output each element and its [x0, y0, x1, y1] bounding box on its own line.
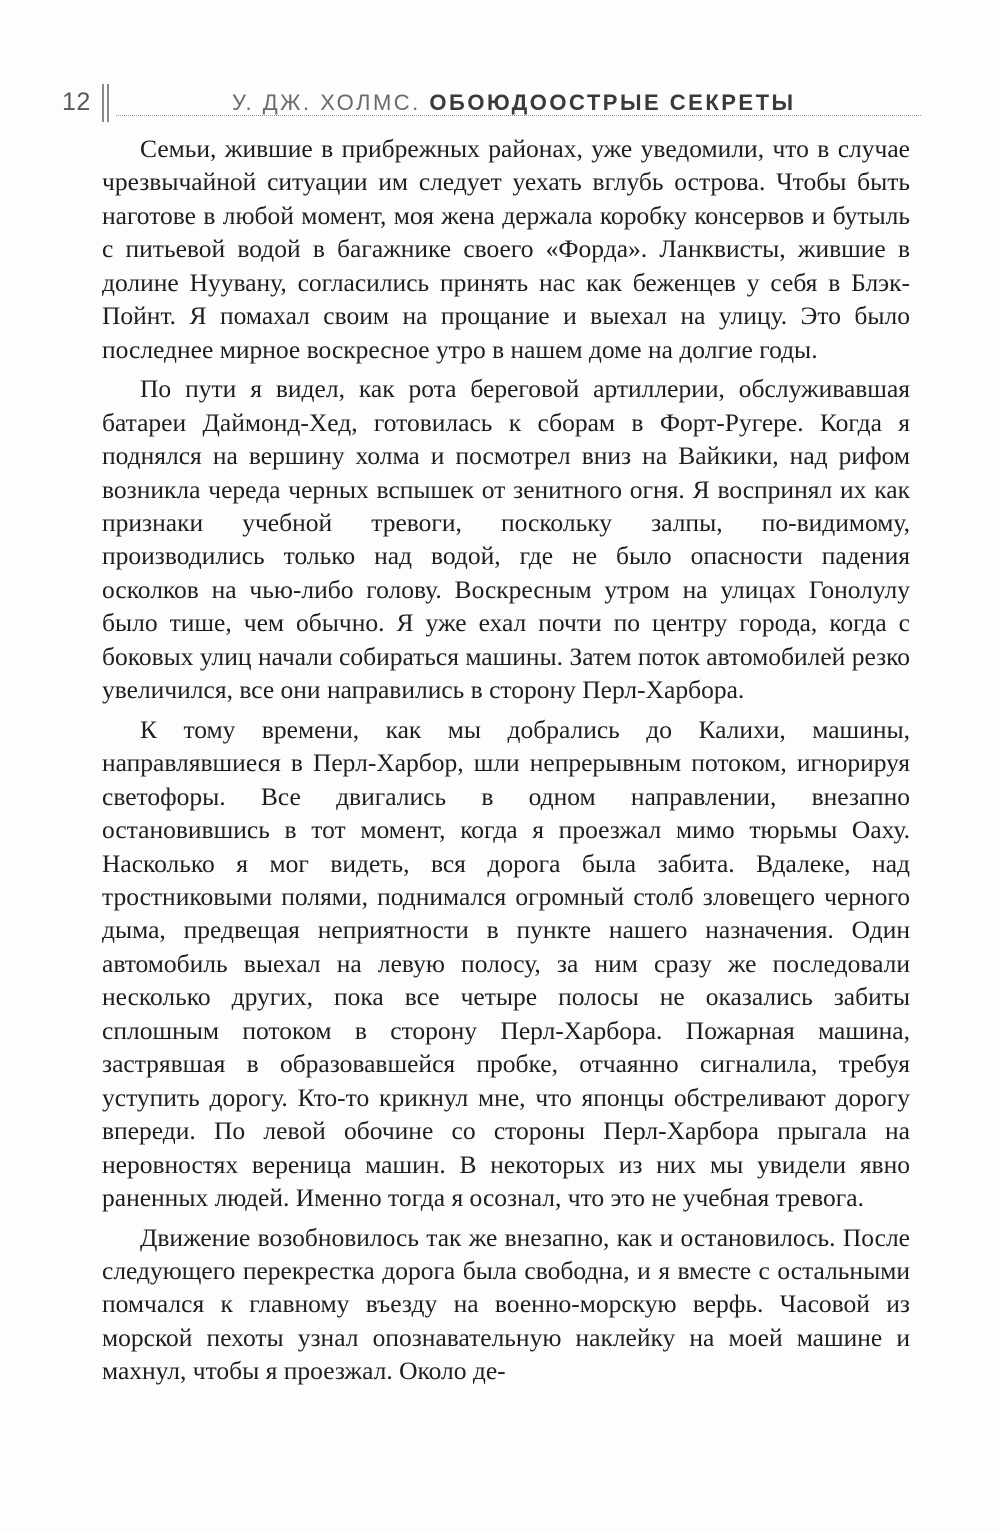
paragraph: К тому времени, как мы добрались до Калихи, машины, направлявшиеся в Перл-Харбор, шли непрерывным потоком, игнорируя светофоры. Все двигались в одном направлении, внезапно остановившись в тот момент, когда я проезжал мимо тюрьмы Оаху. Насколько я мог видеть, вся дорога была забита. Вдалеке, над тростниковыми полями, поднимался огромный столб зловещего черного дыма, предвещая неприятности в пункте нашего назначения. Один автомобиль выехал на левую полосу, за ним сразу же последовали несколько других, пока все четыре полосы не оказались забиты сплошным потоком в сторону Перл-Харбора. Пожарная машина, застрявшая в образовавшейся пробке, отчаянно сигналила, требуя уступить дорогу. Кто-то крикнул мне, что японцы обстреливают дорогу впереди. По левой обочине со стороны Перл-Харбора прыгала на неровностях вереница машин. В некоторых из них мы увидели явно раненных людей. Именно тогда я осознал, что это не учебная тревога.	[102, 714, 910, 1213]
running-title	[232, 90, 796, 116]
header-rule	[116, 115, 921, 116]
running-book-title: ОБОЮДООСТРЫЕ СЕКРЕТЫ	[429, 90, 796, 115]
running-header	[62, 84, 922, 122]
page-number: 12	[62, 88, 91, 116]
paragraph: Движение возобновилось так же внезапно, как и остановилось. После следующего перекрестка дорога была свободна, и я вместе с остальными помчался к главному въезду на военно-морскую верфь. Часовой из морской пехоты узнал опознавательную наклейку на моей машине и махнул, чтобы я проезжал. Около де-	[102, 1222, 910, 1386]
body-text	[102, 132, 910, 1394]
paragraph: Семьи, жившие в прибрежных районах, уже уведомили, что в случае чрезвычайной ситуации им следует уехать вглубь острова. Чтобы быть наготове в любой момент, моя жена держала коробку консервов и бутыль с питьевой водой в багажнике своего «Форда». Ланквисты, жившие в долине Нуувану, согласились принять нас как беженцев у себя в Блэк-Пойнт. Я помахал своим на прощание и выехал на улицу. Это было последнее мирное воскресное утро в нашем доме на долгие годы.	[102, 134, 910, 364]
paragraph: По пути я видел, как рота береговой артиллерии, обслуживавшая батареи Даймонд-Хед, готовилась к сборам в Форт-Ругере. Когда я поднялся на вершину холма и посмотрел вниз на Вайкики, над рифом возникла череда черных вспышек от зенитного огня. Я воспринял их как признаки учебной тревоги, поскольку залпы, по-видимому, производились только над водой, где не было опасности падения осколков на чью-либо голову. Воскресным утром на улицах Гонолулу было тише, чем обычно. Я уже ехал почти по центру города, когда с боковых улиц начали собираться машины. Затем поток автомобилей резко увеличился, все они направились в сторону Перл-Харбора.	[102, 374, 910, 705]
header-divider	[102, 84, 110, 122]
running-author: У. ДЖ. ХОЛМС.	[232, 90, 421, 115]
